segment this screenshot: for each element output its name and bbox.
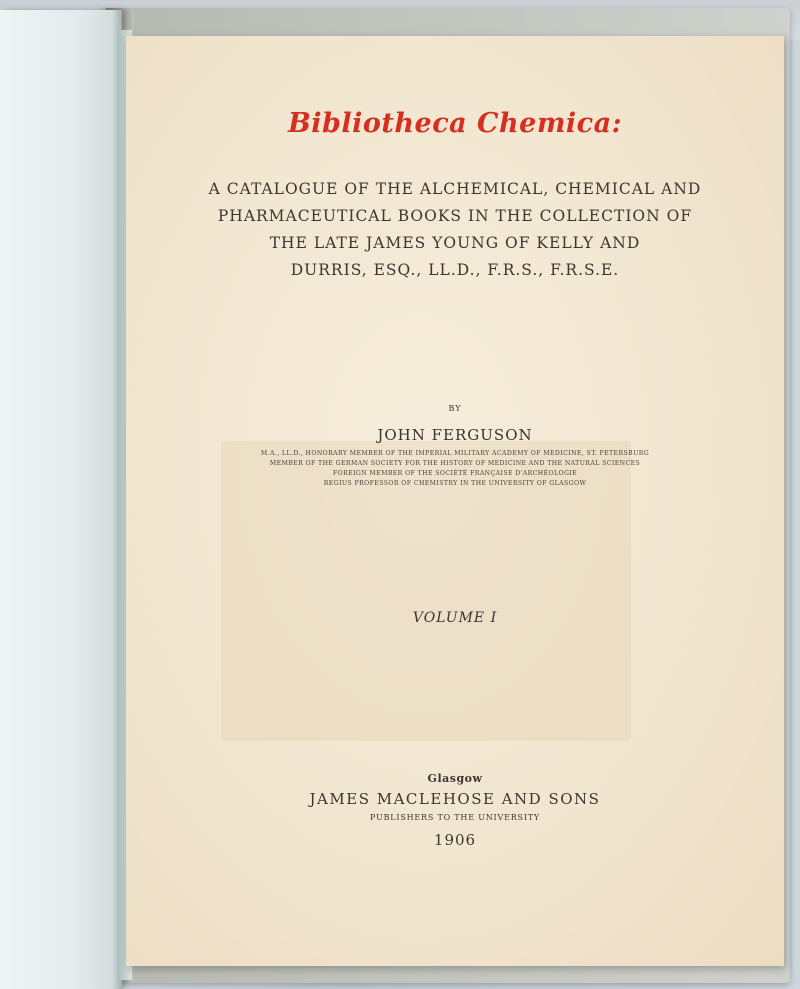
book-subtitle <box>126 176 784 284</box>
credential-line: M.A., LL.D., HONORARY MEMBER OF THE IMPERIAL MILITARY ACADEMY OF MEDICINE, ST. PETERSBURG <box>260 450 650 457</box>
credential-line: REGIUS PROFESSOR OF CHEMISTRY IN THE UNIVERSITY OF GLASGOW <box>323 480 587 487</box>
publisher-name: JAMES MACLEHOSE AND SONS <box>309 790 601 808</box>
subtitle-line: PHARMACEUTICAL BOOKS IN THE COLLECTION OF <box>217 207 693 225</box>
author-name: JOHN FERGUSON <box>377 426 533 444</box>
publication-year: 1906 <box>433 831 477 849</box>
publication-city: Glasgow <box>427 772 483 785</box>
subtitle-line: THE LATE JAMES YOUNG OF KELLY AND <box>269 234 641 252</box>
by-label: BY <box>448 404 462 413</box>
credential-line: FOREIGN MEMBER OF THE SOCIÉTÉ FRANÇAISE D'ARCHÉOLOGIE <box>332 470 578 477</box>
credential-line: MEMBER OF THE GERMAN SOCIETY FOR THE HISTORY OF MEDICINE AND THE NATURAL SCIENCES <box>269 460 641 467</box>
title-page <box>126 36 784 966</box>
subtitle-line: DURRIS, ESQ., LL.D., F.R.S., F.R.S.E. <box>290 261 620 279</box>
publisher-note: PUBLISHERS TO THE UNIVERSITY <box>369 813 540 822</box>
book-title: Bibliotheca Chemica: <box>287 108 623 139</box>
flyleaf-page <box>0 10 122 989</box>
author-credentials <box>126 449 784 489</box>
volume-label: VOLUME I <box>412 610 498 626</box>
subtitle-line: A CATALOGUE OF THE ALCHEMICAL, CHEMICAL AND <box>208 180 702 198</box>
